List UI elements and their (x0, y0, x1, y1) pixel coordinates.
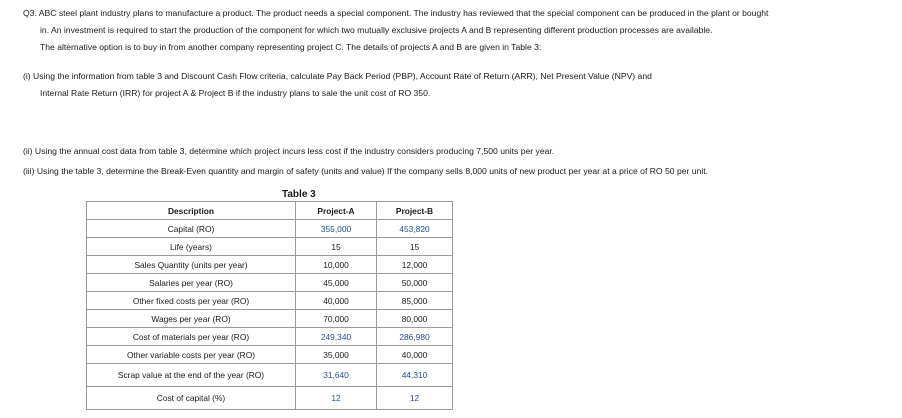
data-table (86, 201, 453, 410)
project-a-value: 70,000 (296, 310, 377, 328)
row-label: Scrap value at the end of the year (RO) (87, 364, 296, 387)
table-row (87, 387, 453, 410)
row-label: Life (years) (87, 238, 296, 256)
header-project-a: Project-A (296, 202, 377, 220)
project-a-value: 35,000 (296, 346, 377, 364)
project-b-value: 453,820 (377, 220, 453, 238)
project-b-value: 44,310 (377, 364, 453, 387)
row-label: Sales Quantity (units per year) (87, 256, 296, 274)
project-a-value: 31,640 (296, 364, 377, 387)
project-b-value: 80,000 (377, 310, 453, 328)
project-b-value: 286,980 (377, 328, 453, 346)
project-b-value: 40,000 (377, 346, 453, 364)
project-a-value: 10,000 (296, 256, 377, 274)
project-a-value: 355,000 (296, 220, 377, 238)
project-a-value: 12 (296, 387, 377, 410)
part-i-line-1: (i) Using the information from table 3 and Discount Cash Flow criteria, calculate Pay Back Period (PBP), Account Rate of Return (ARR), Net Present Value (NPV) and (23, 71, 652, 81)
question-line-1: Q3. ABC steel plant industry plans to manufacture a product. The product needs a special component. The industry has reviewed that the special component can be produced in the plant or bought (23, 8, 769, 18)
header-project-b: Project-B (377, 202, 453, 220)
table-row (87, 310, 453, 328)
project-b-value: 15 (377, 238, 453, 256)
table-row (87, 364, 453, 387)
table-caption: Table 3 (282, 189, 316, 200)
row-label: Cost of materials per year (RO) (87, 328, 296, 346)
table-row (87, 346, 453, 364)
table-row (87, 292, 453, 310)
question-line-3: The alternative option is to buy in from another company representing project C. The details of projects A and B are given in Table 3: (40, 42, 542, 52)
project-b-value: 85,000 (377, 292, 453, 310)
table-row (87, 220, 453, 238)
row-label: Capital (RO) (87, 220, 296, 238)
row-label: Other fixed costs per year (RO) (87, 292, 296, 310)
part-iii: (iii) Using the table 3, determine the Break-Even quantity and margin of safety (units and value) If the company sells 8,000 units of new product per year at a price of RO 50 per unit. (23, 166, 708, 176)
project-a-value: 249,340 (296, 328, 377, 346)
project-b-value: 50,000 (377, 274, 453, 292)
question-line-2: in. An investment is required to start the production of the component for which two mutually exclusive projects A and B representing different production processes are available. (40, 25, 713, 35)
table-header-row (87, 202, 453, 220)
table-row (87, 256, 453, 274)
table-row (87, 328, 453, 346)
table-row (87, 238, 453, 256)
part-ii: (ii) Using the annual cost data from table 3, determine which project incurs less cost if the industry considers producing 7,500 units per year. (23, 146, 555, 156)
project-b-value: 12 (377, 387, 453, 410)
project-a-value: 40,000 (296, 292, 377, 310)
table-row (87, 274, 453, 292)
row-label: Salaries per year (RO) (87, 274, 296, 292)
project-b-value: 12,000 (377, 256, 453, 274)
row-label: Cost of capital (%) (87, 387, 296, 410)
part-i-line-2: Internal Rate Return (IRR) for project A & Project B if the industry plans to sale the unit cost of RO 350. (40, 88, 431, 98)
project-a-value: 15 (296, 238, 377, 256)
row-label: Other variable costs per year (RO) (87, 346, 296, 364)
project-a-value: 45,000 (296, 274, 377, 292)
row-label: Wages per year (RO) (87, 310, 296, 328)
header-description: Description (87, 202, 296, 220)
